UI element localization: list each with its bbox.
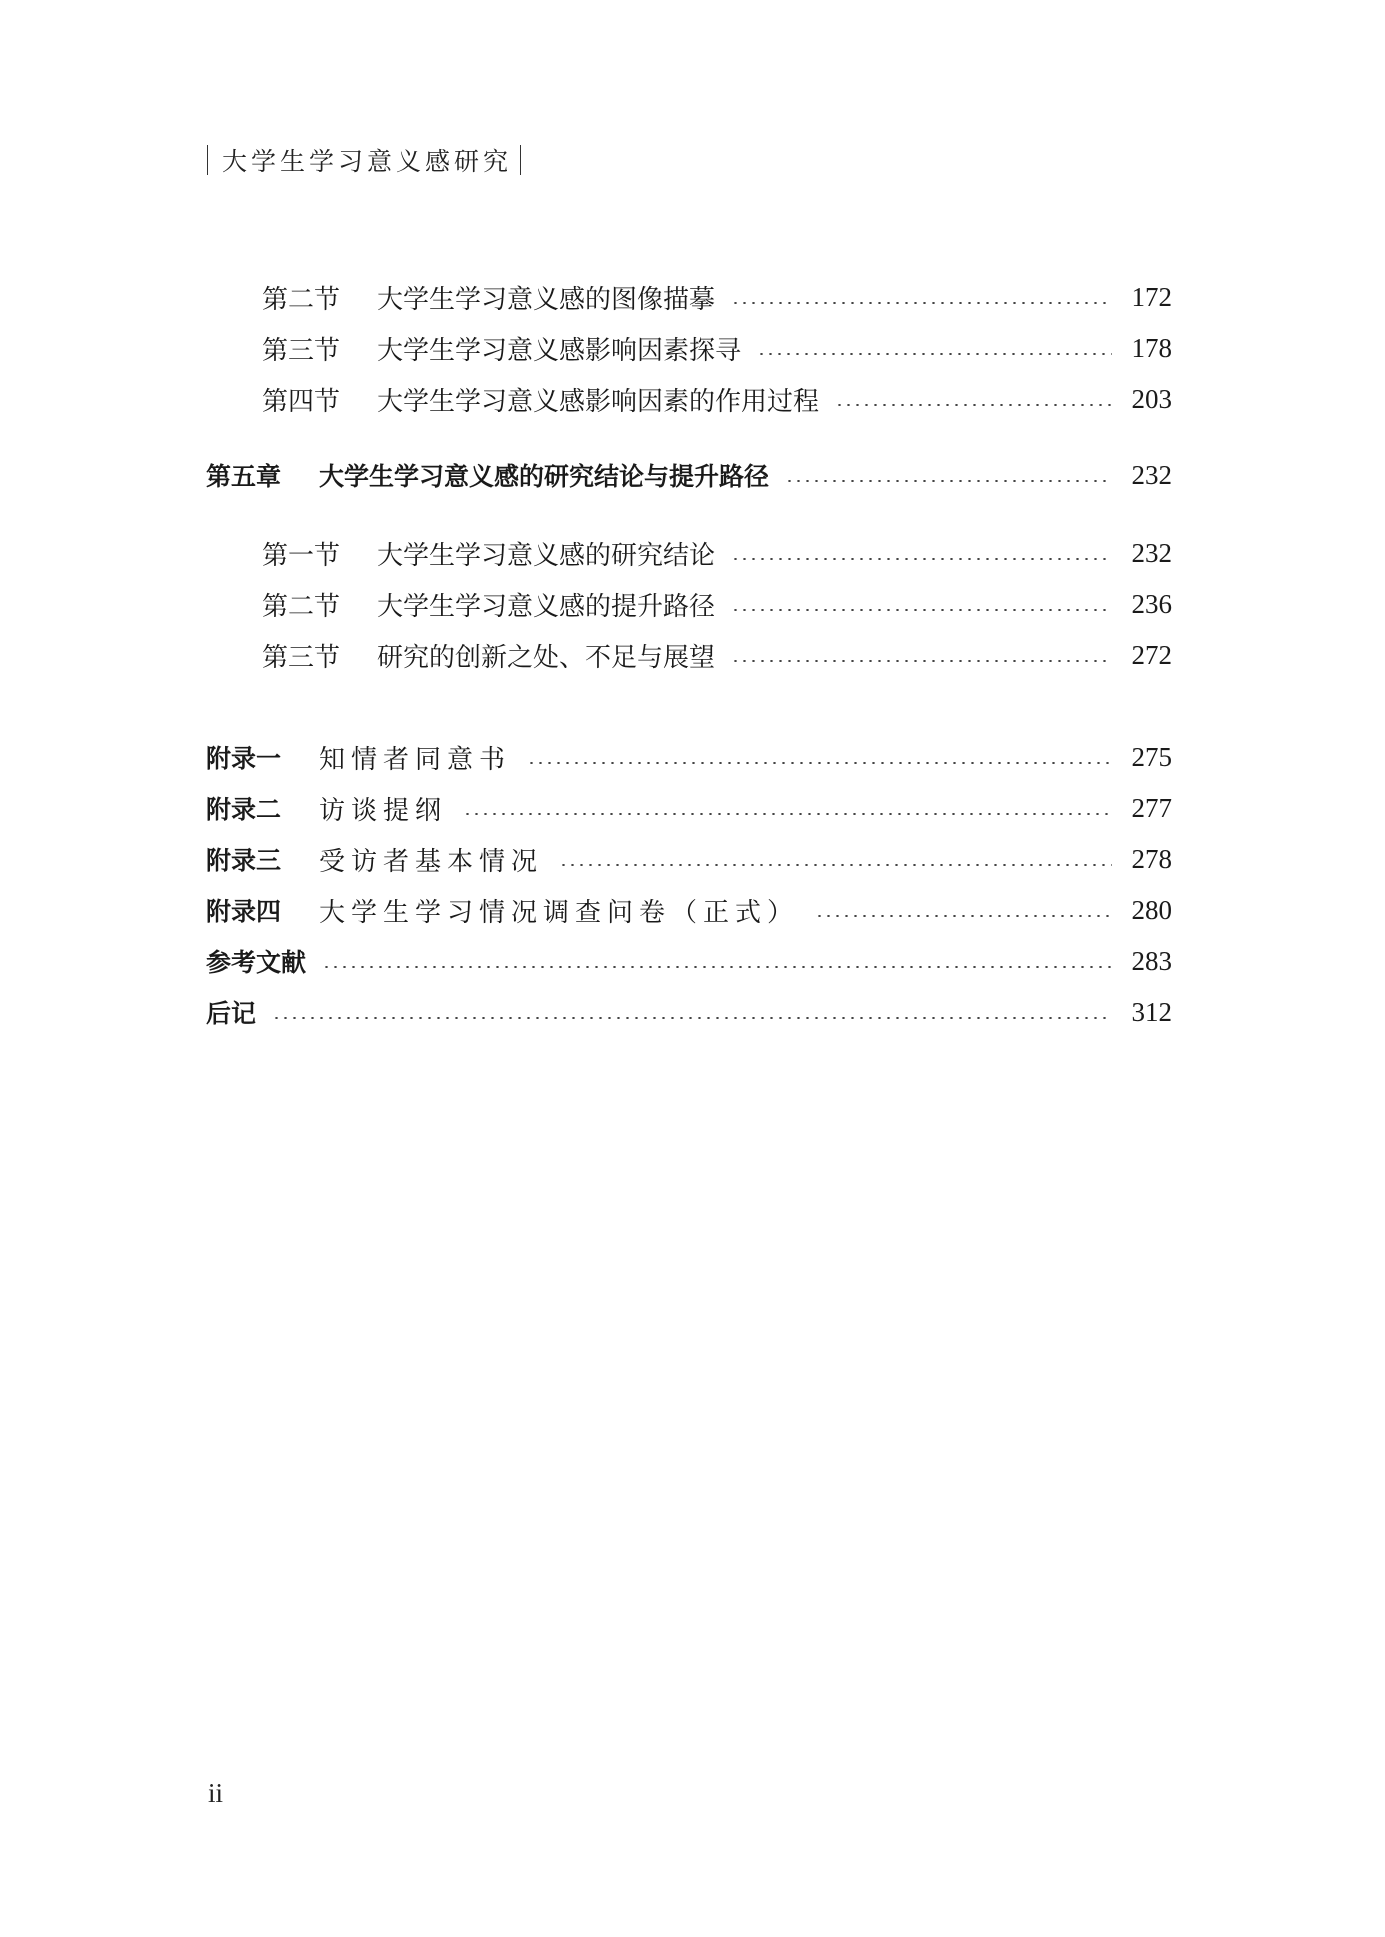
toc-entry-page: 277	[1131, 792, 1172, 823]
dot-leader	[785, 480, 1112, 482]
toc-entry-page: 280	[1131, 894, 1172, 925]
toc-entry-number: 附录一	[206, 744, 282, 773]
toc-entry-number: 第三节	[262, 335, 341, 366]
toc-entry-title: 大学生学习情况调查问卷（正式）	[319, 897, 800, 928]
book-title: 大学生学习意义感研究	[222, 147, 513, 176]
dot-leader	[815, 915, 1112, 917]
dot-leader	[559, 864, 1112, 866]
toc-entry-title: 访谈提纲	[319, 795, 448, 826]
toc-entry-number: 附录三	[206, 846, 282, 875]
toc-entry-page: 283	[1131, 945, 1172, 976]
toc-entry-page: 232	[1131, 459, 1172, 490]
toc-entry-number: 第二节	[262, 591, 341, 622]
toc-entry-number: 第二节	[262, 284, 341, 315]
dot-leader	[757, 353, 1112, 355]
toc-entry-title: 知情者同意书	[319, 744, 512, 775]
toc-entry-ch4-sec4[interactable]	[262, 379, 1172, 419]
toc-entry-chapter5[interactable]	[206, 455, 1172, 495]
dot-leader	[463, 813, 1112, 815]
toc-entry-title: 参考文献	[206, 948, 307, 977]
toc-entry-ch5-sec3[interactable]	[262, 635, 1172, 675]
toc-entry-ch5-sec1[interactable]	[262, 533, 1172, 573]
toc-entry-page: 278	[1131, 843, 1172, 874]
toc-entry-title: 大学生学习意义感的研究结论与提升路径	[319, 462, 770, 491]
dot-leader	[731, 609, 1112, 611]
toc-entry-title: 后记	[206, 999, 257, 1028]
toc-entry-title: 大学生学习意义感影响因素的作用过程	[377, 386, 820, 417]
toc-entry-title: 受访者基本情况	[319, 846, 544, 877]
dot-leader	[835, 404, 1112, 406]
toc-entry-appendix3[interactable]	[206, 839, 1172, 879]
toc-entry-page: 275	[1131, 741, 1172, 772]
toc-entry-number: 附录二	[206, 795, 282, 824]
toc-entry-page: 312	[1131, 996, 1172, 1027]
toc-entry-number: 第一节	[262, 540, 341, 571]
dot-leader	[527, 762, 1112, 764]
toc-entry-appendix4[interactable]	[206, 890, 1172, 930]
toc-entry-appendix1[interactable]	[206, 737, 1172, 777]
dot-leader	[731, 558, 1112, 560]
dot-leader	[731, 660, 1112, 662]
toc-entry-page: 232	[1131, 537, 1172, 568]
toc-entry-appendix2[interactable]	[206, 788, 1172, 828]
dot-leader	[272, 1017, 1112, 1019]
dot-leader	[731, 302, 1112, 304]
toc-entry-number: 第四节	[262, 386, 341, 417]
toc-entry-title: 大学生学习意义感的研究结论	[377, 540, 716, 571]
toc-entry-title: 大学生学习意义感影响因素探寻	[377, 335, 742, 366]
toc-entry-title: 大学生学习意义感的图像描摹	[377, 284, 716, 315]
toc-entry-afterword[interactable]	[206, 992, 1172, 1032]
toc-entry-page: 236	[1131, 588, 1172, 619]
toc-entry-page: 203	[1131, 383, 1172, 414]
toc-entry-title: 研究的创新之处、不足与展望	[377, 642, 716, 673]
toc-entry-page: 172	[1131, 281, 1172, 312]
toc-entry-page: 272	[1131, 639, 1172, 670]
dot-leader	[322, 966, 1112, 968]
page-folio: ii	[208, 1778, 224, 1808]
toc-entry-ch5-sec2[interactable]	[262, 584, 1172, 624]
toc-entry-references[interactable]	[206, 941, 1172, 981]
toc-entry-number: 第三节	[262, 642, 341, 673]
toc-entry-number: 第五章	[206, 462, 282, 491]
toc-entry-title: 大学生学习意义感的提升路径	[377, 591, 716, 622]
toc-entry-ch4-sec3[interactable]	[262, 328, 1172, 368]
toc-entry-page: 178	[1131, 332, 1172, 363]
toc-entry-ch4-sec2[interactable]	[262, 277, 1172, 317]
toc-entry-number: 附录四	[206, 897, 282, 926]
